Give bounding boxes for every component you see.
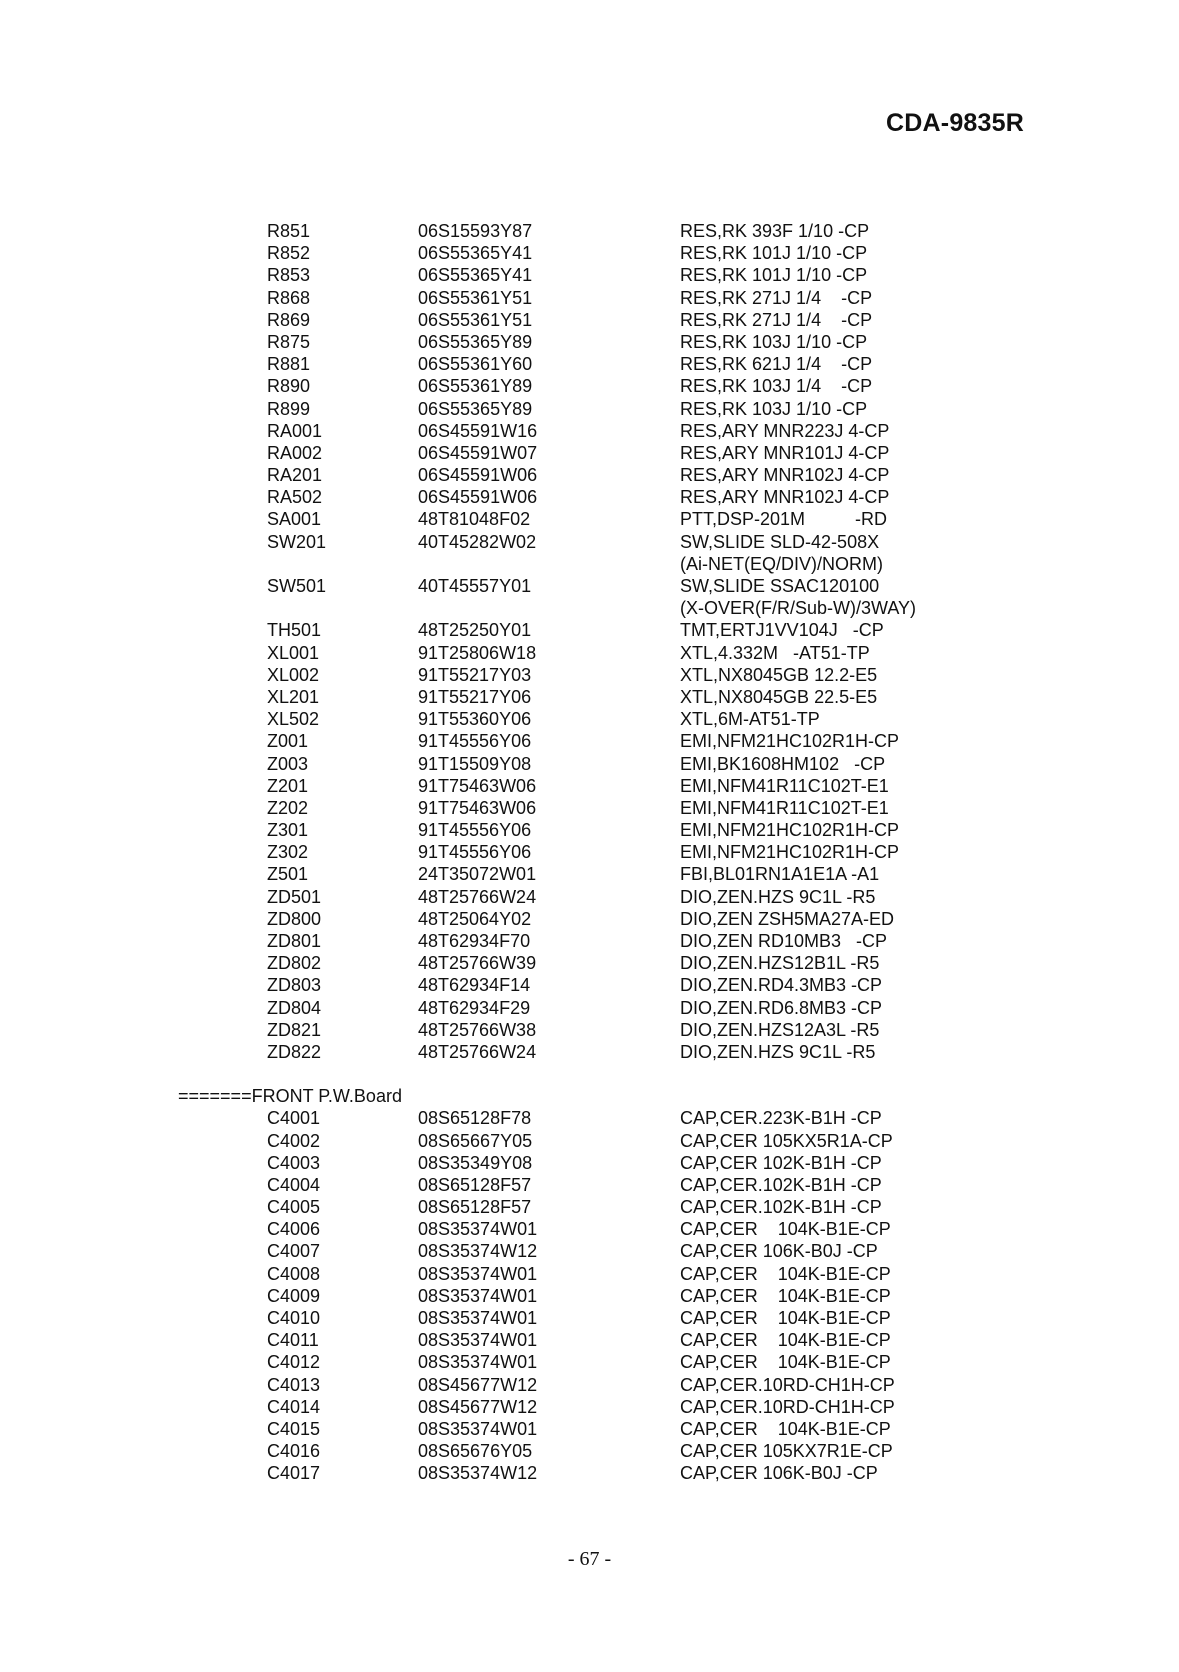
part-number: 06S45591W06: [418, 487, 538, 508]
reference-designator: ZD822: [267, 1041, 322, 1062]
reference-designator: TH501: [267, 620, 322, 641]
reference-designator: C4014: [267, 1396, 321, 1417]
parts-row: [0, 664, 1179, 686]
part-description: CAP,CER 105KX7R1E-CP: [680, 1441, 893, 1462]
reference-designator: R881: [267, 354, 311, 375]
part-description: (Ai-NET(EQ/DIV)/NORM): [680, 553, 883, 574]
reference-designator: C4013: [267, 1374, 321, 1395]
section-label: =======FRONT P.W.Board: [178, 1086, 402, 1107]
part-description: CAP,CER 104K-B1E-CP: [680, 1418, 891, 1439]
parts-row: [0, 642, 1179, 664]
parts-row: [0, 797, 1179, 819]
part-description: RES,RK 103J 1/4 -CP: [680, 376, 873, 397]
reference-designator: ZD801: [267, 931, 322, 951]
part-number: 91T25806W18: [418, 642, 537, 663]
part-number: 08S35374W12: [418, 1463, 538, 1484]
part-number: 08S35374W01: [418, 1330, 538, 1351]
part-description: XTL,6M-AT51-TP: [680, 709, 820, 730]
parts-row: [0, 553, 1179, 575]
parts-row: [0, 1240, 1179, 1262]
parts-row: [0, 309, 1179, 331]
part-description: SW,SLIDE SSAC120100: [680, 576, 880, 596]
part-number: 06S55365Y89: [418, 398, 533, 419]
part-number: 08S35374W01: [418, 1418, 538, 1439]
parts-row: [0, 819, 1179, 841]
reference-designator: Z302: [267, 842, 309, 863]
parts-row: [0, 753, 1179, 775]
reference-designator: Z201: [267, 775, 309, 796]
part-description: CAP,CER 102K-B1H -CP: [680, 1152, 882, 1173]
part-description: RES,ARY MNR102J 4-CP: [680, 487, 890, 508]
part-number: 91T55217Y03: [418, 664, 532, 685]
part-description: EMI,NFM21HC102R1H-CP: [680, 731, 900, 752]
part-number: 08S35374W01: [418, 1285, 538, 1306]
part-description: RES,ARY MNR223J 4-CP: [680, 420, 890, 441]
reference-designator: Z003: [267, 753, 309, 774]
parts-row: [0, 1263, 1179, 1285]
part-description: RES,RK 271J 1/4 -CP: [680, 287, 873, 308]
part-description: CAP,CER 104K-B1E-CP: [680, 1352, 891, 1373]
part-number: 91T75463W06: [418, 797, 537, 818]
reference-designator: C4016: [267, 1441, 321, 1462]
reference-designator: C4005: [267, 1197, 321, 1218]
part-number: 48T25766W39: [418, 953, 537, 974]
reference-designator: C4017: [267, 1463, 321, 1484]
part-description: DIO,ZEN.HZS12B1L -R5: [680, 953, 880, 974]
part-number: 06S55361Y51: [418, 287, 533, 308]
parts-row: [0, 375, 1179, 397]
parts-row: [0, 619, 1179, 641]
reference-designator: C4009: [267, 1285, 321, 1306]
reference-designator: RA201: [267, 465, 323, 486]
part-number: 48T25250Y01: [418, 620, 532, 641]
part-number: 06S55361Y60: [418, 354, 533, 375]
part-description: CAP,CER.102K-B1H -CP: [680, 1174, 882, 1195]
parts-row: [0, 952, 1179, 974]
part-description: RES,RK 271J 1/4 -CP: [680, 309, 873, 330]
part-number: 08S35374W01: [418, 1352, 538, 1373]
parts-row: [0, 1107, 1179, 1129]
reference-designator: RA502: [267, 487, 323, 508]
part-number: 06S55361Y89: [418, 376, 533, 397]
section-header-front-board: [0, 1085, 1179, 1107]
parts-row: [0, 398, 1179, 420]
part-description: DIO,ZEN ZSH5MA27A-ED: [680, 908, 895, 929]
reference-designator: Z501: [267, 864, 309, 885]
part-description: CAP,CER 104K-B1E-CP: [680, 1308, 891, 1328]
parts-row: [0, 242, 1179, 264]
parts-list-main: [0, 220, 1179, 1063]
part-number: 06S55361Y51: [418, 309, 533, 330]
parts-row: [0, 708, 1179, 730]
reference-designator: XL502: [267, 709, 320, 730]
part-description: PTT,DSP-201M -RD: [680, 509, 888, 530]
reference-designator: ZD802: [267, 953, 322, 974]
part-description: RES,RK 393F 1/10 -CP: [680, 221, 870, 241]
reference-designator: R875: [267, 331, 311, 352]
parts-row: [0, 1130, 1179, 1152]
part-number: 06S45591W06: [418, 465, 538, 486]
part-number: 08S35349Y08: [418, 1152, 533, 1173]
part-description: XTL,NX8045GB 12.2-E5: [680, 664, 878, 685]
part-description: (X-OVER(F/R/Sub-W)/3WAY): [680, 598, 917, 619]
part-description: EMI,NFM41R11C102T-E1: [680, 797, 889, 818]
part-description: CAP,CER.10RD-CH1H-CP: [680, 1396, 895, 1417]
reference-designator: SW201: [267, 531, 327, 552]
parts-row: [0, 531, 1179, 553]
parts-row: [0, 420, 1179, 442]
parts-row: [0, 997, 1179, 1019]
part-number: 91T45556Y06: [418, 731, 532, 752]
reference-designator: C4012: [267, 1352, 321, 1373]
parts-row: [0, 220, 1179, 242]
document-model-title: CDA-9835R: [886, 109, 1024, 137]
parts-row: [0, 464, 1179, 486]
reference-designator: C4015: [267, 1418, 321, 1439]
reference-designator: ZD803: [267, 975, 322, 996]
parts-row: [0, 1396, 1179, 1418]
reference-designator: C4007: [267, 1241, 321, 1262]
part-description: CAP,CER.10RD-CH1H-CP: [680, 1374, 895, 1395]
part-number: 48T62934F14: [418, 975, 531, 996]
part-number: 08S35374W01: [418, 1263, 538, 1284]
parts-row: [0, 1285, 1179, 1307]
reference-designator: R899: [267, 398, 311, 419]
part-number: 08S65667Y05: [418, 1130, 533, 1151]
parts-row: [0, 730, 1179, 752]
parts-row: [0, 264, 1179, 286]
parts-row: [0, 1019, 1179, 1041]
parts-row: [0, 908, 1179, 930]
parts-row: [0, 1174, 1179, 1196]
parts-row: [0, 1440, 1179, 1462]
part-number: 48T25766W38: [418, 1019, 537, 1040]
part-number: 08S65676Y05: [418, 1441, 533, 1462]
part-description: CAP,CER 106K-B0J -CP: [680, 1463, 878, 1484]
part-number: 48T25064Y02: [418, 908, 532, 929]
part-description: RES,ARY MNR101J 4-CP: [680, 442, 890, 463]
parts-row: [0, 1307, 1179, 1329]
part-description: EMI,NFM41R11C102T-E1: [680, 775, 889, 796]
reference-designator: XL001: [267, 642, 320, 663]
reference-designator: C4004: [267, 1174, 321, 1195]
parts-row: [0, 686, 1179, 708]
part-description: DIO,ZEN.HZS 9C1L -R5: [680, 1041, 876, 1062]
part-number: 91T55360Y06: [418, 709, 532, 730]
reference-designator: ZD804: [267, 997, 322, 1018]
part-number: 08S35374W01: [418, 1219, 538, 1240]
part-number: 06S55365Y41: [418, 265, 533, 286]
parts-row: [0, 508, 1179, 530]
parts-row: [0, 775, 1179, 797]
part-description: DIO,ZEN.RD4.3MB3 -CP: [680, 975, 883, 996]
part-description: RES,RK 101J 1/10 -CP: [680, 265, 868, 286]
parts-row: [0, 1351, 1179, 1373]
part-description: DIO,ZEN RD10MB3 -CP: [680, 931, 888, 951]
part-description: CAP,CER.223K-B1H -CP: [680, 1108, 882, 1129]
parts-row: [0, 287, 1179, 309]
reference-designator: ZD501: [267, 886, 322, 907]
parts-row: [0, 331, 1179, 353]
reference-designator: SA001: [267, 509, 322, 530]
part-description: EMI,NFM21HC102R1H-CP: [680, 820, 900, 841]
part-description: DIO,ZEN.HZS12A3L -R5: [680, 1019, 880, 1040]
part-description: CAP,CER.102K-B1H -CP: [680, 1197, 882, 1218]
part-description: CAP,CER 104K-B1E-CP: [680, 1330, 891, 1351]
parts-row: [0, 353, 1179, 375]
reference-designator: C4006: [267, 1219, 321, 1240]
part-number: 08S35374W12: [418, 1241, 538, 1262]
reference-designator: SW501: [267, 576, 327, 596]
parts-list-front: [0, 1107, 1179, 1484]
part-description: RES,ARY MNR102J 4-CP: [680, 465, 890, 486]
parts-row: [0, 1196, 1179, 1218]
part-description: EMI,BK1608HM102 -CP: [680, 753, 886, 774]
part-number: 06S55365Y89: [418, 331, 533, 352]
part-description: CAP,CER 104K-B1E-CP: [680, 1263, 891, 1284]
part-description: XTL,4.332M -AT51-TP: [680, 642, 870, 663]
part-number: 08S65128F57: [418, 1197, 532, 1218]
part-description: DIO,ZEN.RD6.8MB3 -CP: [680, 997, 883, 1018]
part-number: 08S65128F78: [418, 1108, 532, 1129]
parts-row: [0, 841, 1179, 863]
reference-designator: Z301: [267, 820, 309, 841]
parts-row: [0, 597, 1179, 619]
reference-designator: RA001: [267, 420, 323, 441]
reference-designator: Z001: [267, 731, 309, 752]
part-number: 06S15593Y87: [418, 221, 533, 241]
part-number: 48T81048F02: [418, 509, 531, 530]
reference-designator: R868: [267, 287, 311, 308]
parts-row: [0, 1374, 1179, 1396]
parts-row: [0, 863, 1179, 885]
part-description: DIO,ZEN.HZS 9C1L -R5: [680, 886, 876, 907]
reference-designator: ZD821: [267, 1019, 322, 1040]
part-description: RES,RK 103J 1/10 -CP: [680, 331, 868, 352]
part-number: 40T45557Y01: [418, 576, 532, 596]
part-number: 06S45591W07: [418, 442, 538, 463]
parts-row: [0, 575, 1179, 597]
reference-designator: C4008: [267, 1263, 321, 1284]
part-number: 06S45591W16: [418, 420, 538, 441]
part-number: 48T62934F29: [418, 997, 531, 1018]
parts-row: [0, 1152, 1179, 1174]
part-description: CAP,CER 106K-B0J -CP: [680, 1241, 878, 1262]
part-description: EMI,NFM21HC102R1H-CP: [680, 842, 900, 863]
part-number: 08S35374W01: [418, 1308, 538, 1328]
reference-designator: C4001: [267, 1108, 321, 1129]
part-number: 91T15509Y08: [418, 753, 532, 774]
part-number: 91T55217Y06: [418, 686, 532, 707]
part-number: 91T45556Y06: [418, 820, 532, 841]
parts-row: [0, 1462, 1179, 1484]
parts-row: [0, 974, 1179, 996]
parts-row: [0, 930, 1179, 952]
part-description: RES,RK 621J 1/4 -CP: [680, 354, 873, 375]
parts-row: [0, 1418, 1179, 1440]
part-number: 06S55365Y41: [418, 243, 533, 264]
reference-designator: R869: [267, 309, 311, 330]
part-description: XTL,NX8045GB 22.5-E5: [680, 686, 878, 707]
reference-designator: ZD800: [267, 908, 322, 929]
part-number: 48T25766W24: [418, 1041, 537, 1062]
part-number: 40T45282W02: [418, 531, 537, 552]
reference-designator: RA002: [267, 442, 323, 463]
parts-row: [0, 442, 1179, 464]
part-description: CAP,CER 104K-B1E-CP: [680, 1219, 891, 1240]
parts-row: [0, 486, 1179, 508]
part-description: FBI,BL01RN1A1E1A -A1: [680, 864, 880, 885]
part-description: RES,RK 103J 1/10 -CP: [680, 398, 868, 419]
page-number: - 67 -: [567, 1548, 612, 1570]
parts-row: [0, 1218, 1179, 1240]
part-description: CAP,CER 104K-B1E-CP: [680, 1285, 891, 1306]
reference-designator: C4002: [267, 1130, 321, 1151]
reference-designator: Z202: [267, 797, 309, 818]
part-number: 91T45556Y06: [418, 842, 532, 863]
reference-designator: R851: [267, 221, 311, 241]
reference-designator: R890: [267, 376, 311, 397]
part-number: 91T75463W06: [418, 775, 537, 796]
reference-designator: C4003: [267, 1152, 321, 1173]
reference-designator: C4011: [267, 1330, 319, 1351]
part-number: 24T35072W01: [418, 864, 537, 885]
parts-list: [0, 220, 1179, 1485]
reference-designator: R853: [267, 265, 311, 286]
part-number: 08S65128F57: [418, 1174, 532, 1195]
part-number: 48T25766W24: [418, 886, 537, 907]
parts-row: [0, 1329, 1179, 1351]
parts-row: [0, 1041, 1179, 1063]
part-number: 48T62934F70: [418, 931, 531, 951]
part-description: RES,RK 101J 1/10 -CP: [680, 243, 868, 264]
part-number: 08S45677W12: [418, 1374, 538, 1395]
part-description: SW,SLIDE SLD-42-508X: [680, 531, 880, 552]
reference-designator: R852: [267, 243, 311, 264]
reference-designator: C4010: [267, 1308, 321, 1328]
part-description: CAP,CER 105KX5R1A-CP: [680, 1130, 893, 1151]
reference-designator: XL002: [267, 664, 320, 685]
parts-row: [0, 886, 1179, 908]
reference-designator: XL201: [267, 686, 320, 707]
part-number: 08S45677W12: [418, 1396, 538, 1417]
part-description: TMT,ERTJ1VV104J -CP: [680, 620, 884, 641]
